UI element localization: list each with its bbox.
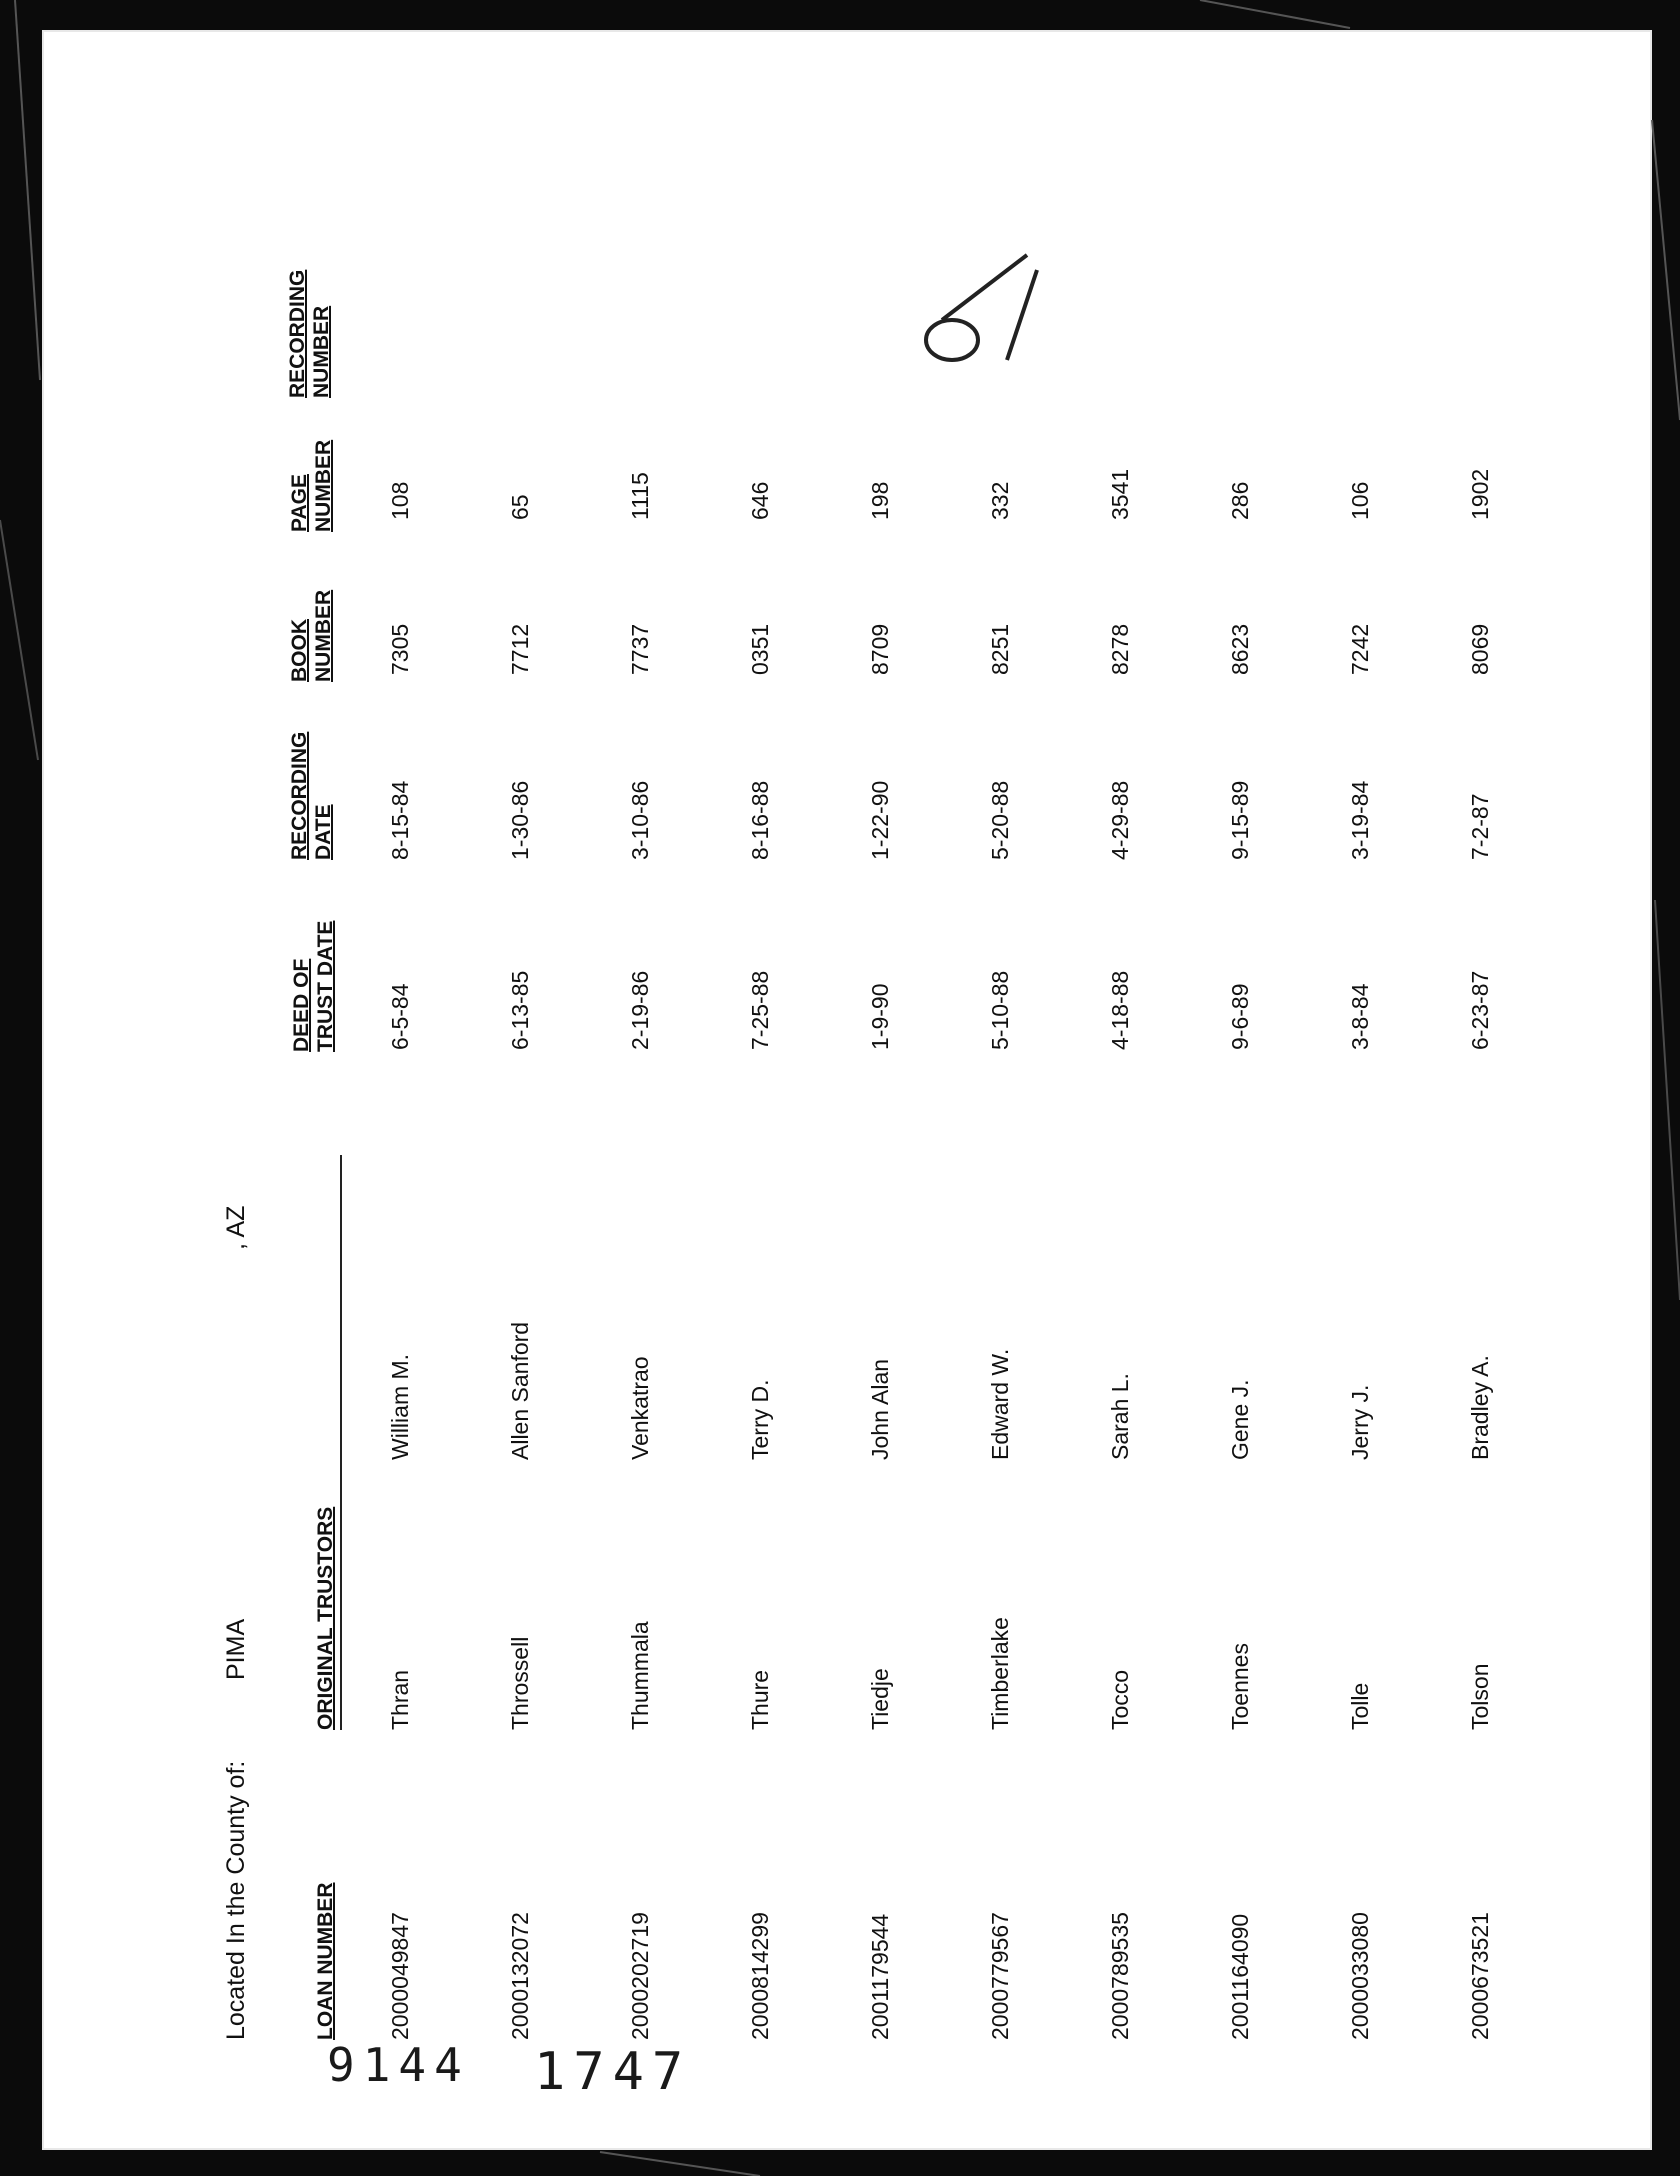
scratch-line — [1655, 900, 1680, 1300]
cell-rec-date: 5-20-88 — [987, 780, 1013, 860]
cell-first: Edward W. — [987, 1348, 1013, 1460]
cell-loan: 2001179544 — [867, 1913, 893, 2040]
cell-deed-date: 2-19-86 — [627, 970, 653, 1050]
cell-deed-date: 6-13-85 — [507, 970, 533, 1050]
cell-rec-date: 1-22-90 — [867, 780, 893, 860]
cell-rec-date: 1-30-86 — [507, 780, 533, 860]
cell-rec-date: 3-19-84 — [1347, 780, 1373, 860]
col-recording-date-line1: RECORDING — [288, 731, 311, 860]
scratch-line — [1200, 0, 1350, 28]
cell-first: Bradley A. — [1467, 1355, 1493, 1460]
cell-deed-date: 7-25-88 — [747, 970, 773, 1050]
col-book-number-line2: NUMBER — [312, 589, 335, 682]
cell-last: Throssell — [507, 1636, 533, 1730]
col-recording-number-line1: RECORDING — [286, 269, 309, 398]
cell-page: 3541 — [1107, 468, 1133, 520]
document-page — [42, 30, 1652, 2150]
cell-page: 1115 — [627, 472, 653, 520]
cell-page: 646 — [747, 481, 773, 520]
col-recording-number — [286, 270, 334, 398]
cell-loan: 2000202719 — [627, 1912, 653, 2040]
cell-book: 8709 — [867, 623, 893, 675]
cell-rec-date: 3-10-86 — [627, 780, 653, 860]
cell-loan: 2000779567 — [987, 1912, 1013, 2040]
cell-page: 65 — [507, 494, 533, 520]
cell-last: Thran — [387, 1669, 413, 1730]
cell-page: 286 — [1227, 481, 1253, 520]
cell-rec-date: 8-15-84 — [387, 780, 413, 860]
cell-page: 1902 — [1467, 468, 1493, 520]
scratch-line — [0, 520, 38, 760]
cell-first: Terry D. — [747, 1379, 773, 1460]
handwritten-circle — [926, 320, 978, 360]
cell-deed-date: 1-9-90 — [867, 983, 893, 1050]
col-page-number-line2: NUMBER — [312, 439, 335, 532]
trustors-rule — [340, 1155, 342, 1730]
cell-book: 8251 — [987, 623, 1013, 675]
cell-last: Thummala — [627, 1621, 653, 1730]
cell-book: 7712 — [507, 623, 533, 675]
county-label: Located In the County of: — [222, 1760, 250, 2040]
cell-book: 8278 — [1107, 623, 1133, 675]
cell-book: 0351 — [747, 623, 773, 675]
cell-first: John Alan — [867, 1358, 893, 1460]
col-recording-date — [288, 732, 336, 860]
cell-first: William M. — [387, 1353, 413, 1460]
col-recording-number-line2: NUMBER — [310, 305, 333, 398]
cell-first: Jerry J. — [1347, 1384, 1373, 1460]
handwritten-number-right: 1747 — [534, 2042, 692, 2102]
col-book-number — [288, 590, 336, 682]
cell-deed-date: 6-5-84 — [387, 983, 413, 1050]
cell-deed-date: 3-8-84 — [1347, 983, 1373, 1050]
scratch-line — [600, 2152, 760, 2176]
cell-book: 8623 — [1227, 623, 1253, 675]
handwritten-slash — [942, 255, 1027, 320]
state-name: , AZ — [222, 1205, 250, 1250]
col-original-trustors: ORIGINAL TRUSTORS — [314, 1506, 337, 1730]
cell-book: 7737 — [627, 623, 653, 675]
cell-deed-date: 6-23-87 — [1467, 970, 1493, 1050]
cell-rec-date: 7-2-87 — [1467, 793, 1493, 860]
cell-rec-date: 9-15-89 — [1227, 780, 1253, 860]
rotated-sheet — [222, 180, 1622, 2080]
cell-loan: 2001164090 — [1227, 1913, 1253, 2040]
cell-rec-date: 4-29-88 — [1107, 780, 1133, 860]
cell-last: Thure — [747, 1669, 773, 1730]
cell-first: Venkatrao — [627, 1356, 653, 1460]
col-deed-date — [290, 921, 338, 1052]
cell-loan: 2000673521 — [1467, 1912, 1493, 2040]
col-page-number — [288, 440, 336, 532]
col-deed-date-line2: TRUST DATE — [314, 920, 337, 1052]
cell-first: Gene J. — [1227, 1379, 1253, 1460]
scratch-line — [15, 0, 40, 380]
col-recording-date-line2: DATE — [312, 804, 335, 860]
cell-last: Timberlake — [987, 1617, 1013, 1730]
cell-last: Tocco — [1107, 1669, 1133, 1730]
cell-page: 332 — [987, 481, 1013, 520]
cell-rec-date: 8-16-88 — [747, 780, 773, 860]
cell-loan: 2000789535 — [1107, 1912, 1133, 2040]
cell-deed-date: 5-10-88 — [987, 970, 1013, 1050]
cell-book: 7242 — [1347, 623, 1373, 675]
cell-first: Allen Sanford — [507, 1321, 533, 1460]
cell-loan: 2000049847 — [387, 1912, 413, 2040]
col-loan-number: LOAN NUMBER — [314, 1882, 337, 2040]
scratch-line — [1652, 120, 1680, 420]
cell-first: Sarah L. — [1107, 1373, 1133, 1460]
cell-loan: 2000033080 — [1347, 1912, 1373, 2040]
cell-last: Tolson — [1467, 1663, 1493, 1730]
cell-deed-date: 4-18-88 — [1107, 970, 1133, 1050]
cell-last: Toennes — [1227, 1643, 1253, 1730]
handwritten-mark — [912, 240, 1072, 380]
cell-page: 108 — [387, 481, 413, 520]
cell-book: 7305 — [387, 623, 413, 675]
cell-last: Tiedje — [867, 1668, 893, 1730]
cell-book: 8069 — [1467, 623, 1493, 675]
cell-last: Tolle — [1347, 1682, 1373, 1730]
col-page-number-line1: PAGE — [288, 474, 311, 532]
handwritten-stroke — [1007, 270, 1037, 360]
col-deed-date-line1: DEED OF — [290, 958, 313, 1052]
cell-loan: 2000814299 — [747, 1912, 773, 2040]
col-book-number-line1: BOOK — [288, 619, 311, 682]
handwritten-number-left: 9144 — [327, 2038, 470, 2092]
county-name: PIMA — [222, 1618, 250, 1680]
cell-loan: 2000132072 — [507, 1912, 533, 2040]
cell-page: 106 — [1347, 481, 1373, 520]
cell-deed-date: 9-6-89 — [1227, 983, 1253, 1050]
cell-page: 198 — [867, 481, 893, 520]
